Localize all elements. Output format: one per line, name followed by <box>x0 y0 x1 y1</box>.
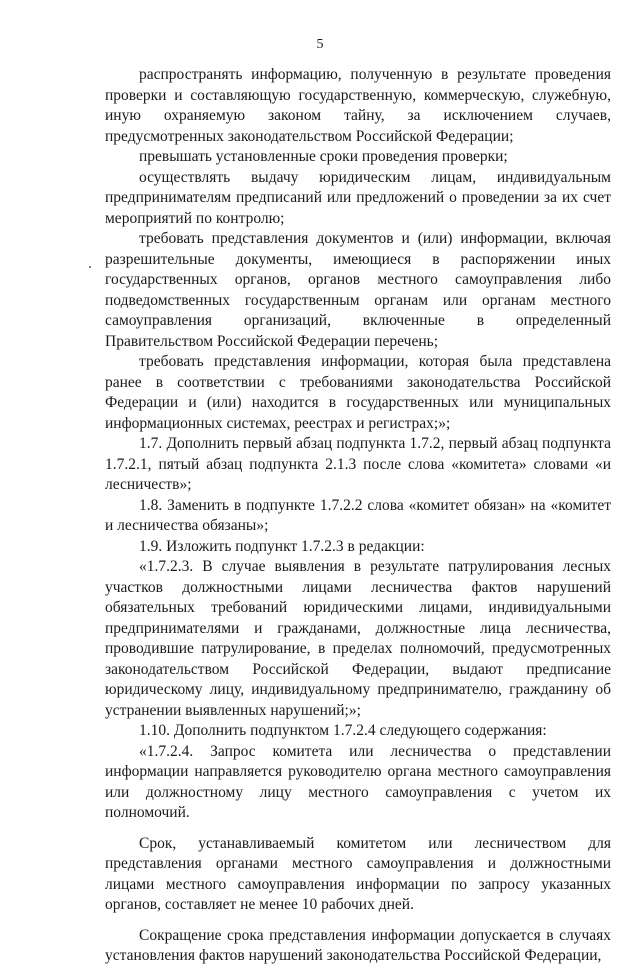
paragraph: Сокращение срока представления информации допускается в случаях установления фактов нарушений законодательства Российской Федерации, <box>105 926 611 964</box>
paragraph: 1.7. Дополнить первый абзац подпункта 1.7.2, первый абзац подпункта 1.7.2.1, пятый абзац подпункта 2.1.3 после слова «комитета» словами «и лесничеств»; <box>105 435 611 493</box>
paragraph: превышать установленные сроки проведения проверки; <box>139 148 508 165</box>
paragraph: «1.7.2.4. Запрос комитета или лесничества о представлении информации направляется руководителю органа местного самоуправления или должностному лицу местного самоуправления с учетом их полномочий. <box>105 742 611 821</box>
paragraph: «1.7.2.3. В случае выявления в результате патрулирования лесных участков должностными лицами лесничества фактов нарушений обязательных требований юридическими лицами, индивидуальными предпринимателями и гражданами, должностные лица лесничества, проводившие патрулирование, в пределах полномочий, предусмотренных законодательством Российской Федерации, выдают предписание юридическому лицу, индивидуальному предпринимателю, гражданину об устранении выявленных нарушений;»; <box>105 558 611 719</box>
paragraph: осуществлять выдачу юридическим лицам, индивидуальным предпринимателям предписаний или предложений о проведении за их счет мероприятий по контролю; <box>105 168 611 227</box>
paragraph: 1.9. Изложить подпункт 1.7.2.3 в редакции: <box>139 537 425 555</box>
scan-speck <box>89 266 91 268</box>
paragraph: требовать представления информации, которая была представлена ранее в соответствии с требованиями законодательства Российской Федерации и (или) находится в государственных или муниципальных информационных системах, реестрах и регистрах;»; <box>105 353 611 432</box>
paragraph: требовать представления документов и (или) информации, включая разрешительные документы, имеющиеся в распоряжении иных государственных органов, органов местного самоуправления либо подведомственных государственным органам или органам местного самоуправления организаций, включенные в определенный Правительством Российской Федерации перечень; <box>105 230 611 350</box>
page-number: 5 <box>316 37 324 52</box>
paragraph: Срок, устанавливаемый комитетом или лесничеством для представления органами местного самоуправления и должностными лицами местного самоуправления информации по запросу указанных органов, составляет не менее 10 рабочих дней. <box>105 834 611 913</box>
paragraph: 1.8. Заменить в подпункте 1.7.2.2 слова «комитет обязан» на «комитет и лесничества обязаны»; <box>105 496 611 534</box>
paragraph: распространять информацию, полученную в результате проведения проверки и составляющую государственную, коммерческую, служебную, иную охраняемую законом тайну, за исключением случаев, предусмотренных законодательством Российской Федерации; <box>105 66 611 145</box>
document-body <box>105 65 611 967</box>
paragraph: 1.10. Дополнить подпунктом 1.7.2.4 следующего содержания: <box>139 722 547 739</box>
